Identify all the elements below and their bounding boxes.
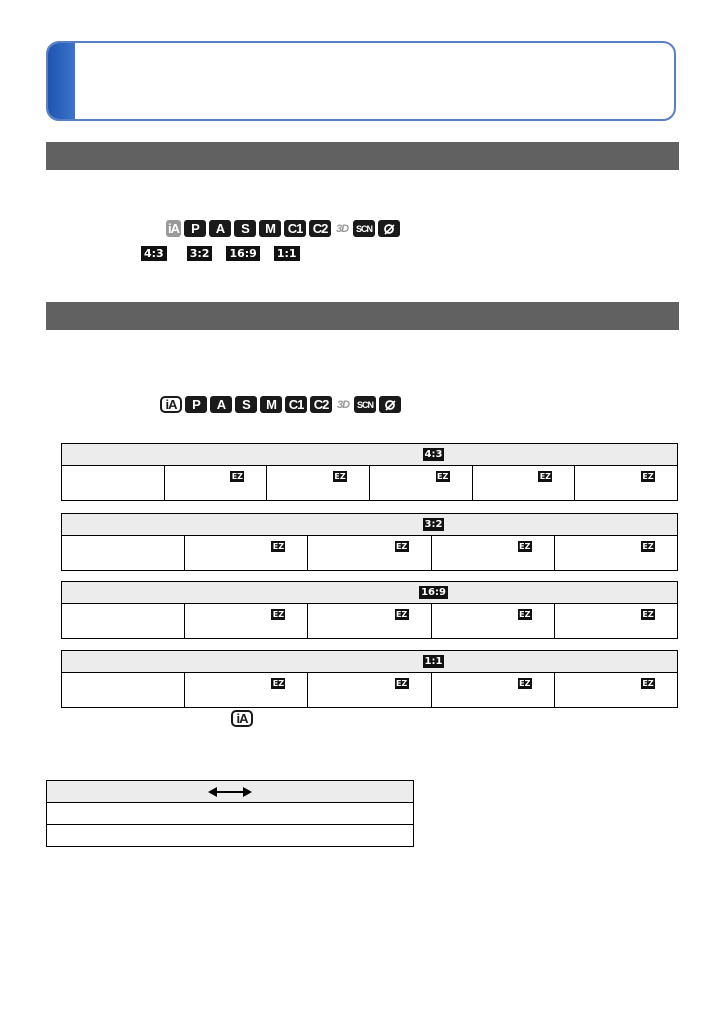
table-cell [432, 604, 555, 638]
table-row [62, 673, 677, 707]
title-box [46, 41, 676, 121]
table-cell [555, 536, 677, 570]
aspect-1-1-icon: 1:1 [274, 246, 300, 261]
table-cell [308, 673, 431, 707]
table-row [62, 604, 677, 638]
scene-mode-icon: SCN [353, 220, 375, 237]
intelligent-auto-icon: iA [168, 221, 179, 236]
aspect-3-2-icon: 3:2 [424, 519, 443, 530]
table-row [47, 825, 413, 846]
custom1-mode-icon: C1 [284, 220, 306, 237]
picture-size-table-3-2 [61, 513, 678, 571]
table-cell [185, 604, 308, 638]
section1-mode-icons [166, 220, 403, 237]
scene-mode-icon: SCN [354, 396, 376, 413]
intelligent-auto-icon: iA [231, 710, 253, 727]
extended-zoom-icon: EZ [395, 542, 408, 551]
table-cell [165, 466, 268, 500]
table-cell [473, 466, 576, 500]
title-tab [48, 43, 75, 119]
section2-mode-icons [160, 396, 404, 413]
extended-zoom-icon: EZ [642, 542, 654, 551]
table-cell [575, 466, 677, 500]
3d-mode-icon: 3D [336, 222, 349, 235]
table-row [47, 803, 413, 825]
creative-mode-icon [379, 396, 401, 413]
table-cell [267, 466, 370, 500]
extended-zoom-icon: EZ [539, 472, 551, 481]
aspect-3-2-icon: 3:2 [187, 246, 213, 261]
section-bar-picture-size [46, 302, 679, 330]
custom2-mode-icon: C2 [310, 396, 332, 413]
extended-zoom-icon: EZ [519, 610, 531, 619]
aspect-4-3-icon: 4:3 [141, 246, 167, 261]
extended-zoom-icon: EZ [642, 472, 654, 481]
table-cell [62, 466, 165, 500]
table-header [62, 514, 677, 536]
table-cell [432, 673, 555, 707]
extended-zoom-icon: EZ [272, 542, 285, 551]
extended-zoom-icon: EZ [272, 610, 285, 619]
shutter-mode-icon: S [235, 396, 257, 413]
shutter-mode-icon: S [234, 220, 256, 237]
table-cell [185, 536, 308, 570]
extended-zoom-icon: EZ [519, 679, 531, 688]
aperture-mode-icon: A [209, 220, 231, 237]
table-cell [432, 536, 555, 570]
picture-size-table-4-3 [61, 443, 678, 501]
table-header [62, 444, 677, 466]
table-cell [62, 604, 185, 638]
3d-mode-icon: 3D [337, 398, 350, 411]
table-row [62, 466, 677, 500]
picture-size-table-16-9 [61, 581, 678, 639]
extended-zoom-icon: EZ [395, 679, 408, 688]
section1-aspect-icons [141, 246, 308, 261]
extended-zoom-icon: EZ [642, 610, 654, 619]
table-cell [62, 536, 185, 570]
program-mode-icon: P [184, 220, 206, 237]
section-bar-aspect-ratio [46, 142, 679, 170]
picture-size-table-1-1 [61, 650, 678, 708]
small-table [46, 780, 414, 847]
extended-zoom-icon: EZ [334, 472, 346, 481]
double-arrow-icon [208, 786, 252, 798]
table-cell [555, 673, 677, 707]
manual-mode-icon: M [260, 396, 282, 413]
table-cell [308, 604, 431, 638]
extended-zoom-icon: EZ [231, 472, 243, 481]
extended-zoom-icon: EZ [395, 610, 408, 619]
custom1-mode-icon: C1 [285, 396, 307, 413]
table-cell [555, 604, 677, 638]
custom2-mode-icon: C2 [309, 220, 331, 237]
creative-mode-icon [378, 220, 400, 237]
program-mode-icon: P [185, 396, 207, 413]
table-cell [62, 673, 185, 707]
aspect-16-9-icon: 16:9 [226, 246, 259, 261]
note-ia-icon-wrap [231, 710, 256, 728]
extended-zoom-icon: EZ [272, 679, 285, 688]
table-header [47, 781, 413, 803]
aspect-1-1-icon: 1:1 [424, 656, 443, 667]
extended-zoom-icon: EZ [642, 679, 654, 688]
aspect-4-3-icon: 4:3 [424, 449, 443, 460]
table-cell [185, 673, 308, 707]
extended-zoom-icon: EZ [519, 542, 531, 551]
table-cell [308, 536, 431, 570]
table-header [62, 651, 677, 673]
aperture-mode-icon: A [210, 396, 232, 413]
extended-zoom-icon: EZ [437, 472, 449, 481]
manual-mode-icon: M [259, 220, 281, 237]
table-row [62, 536, 677, 570]
table-header [62, 582, 677, 604]
aspect-16-9-icon: 16:9 [421, 587, 446, 598]
table-cell [370, 466, 473, 500]
intelligent-auto-icon: iA [160, 396, 182, 413]
